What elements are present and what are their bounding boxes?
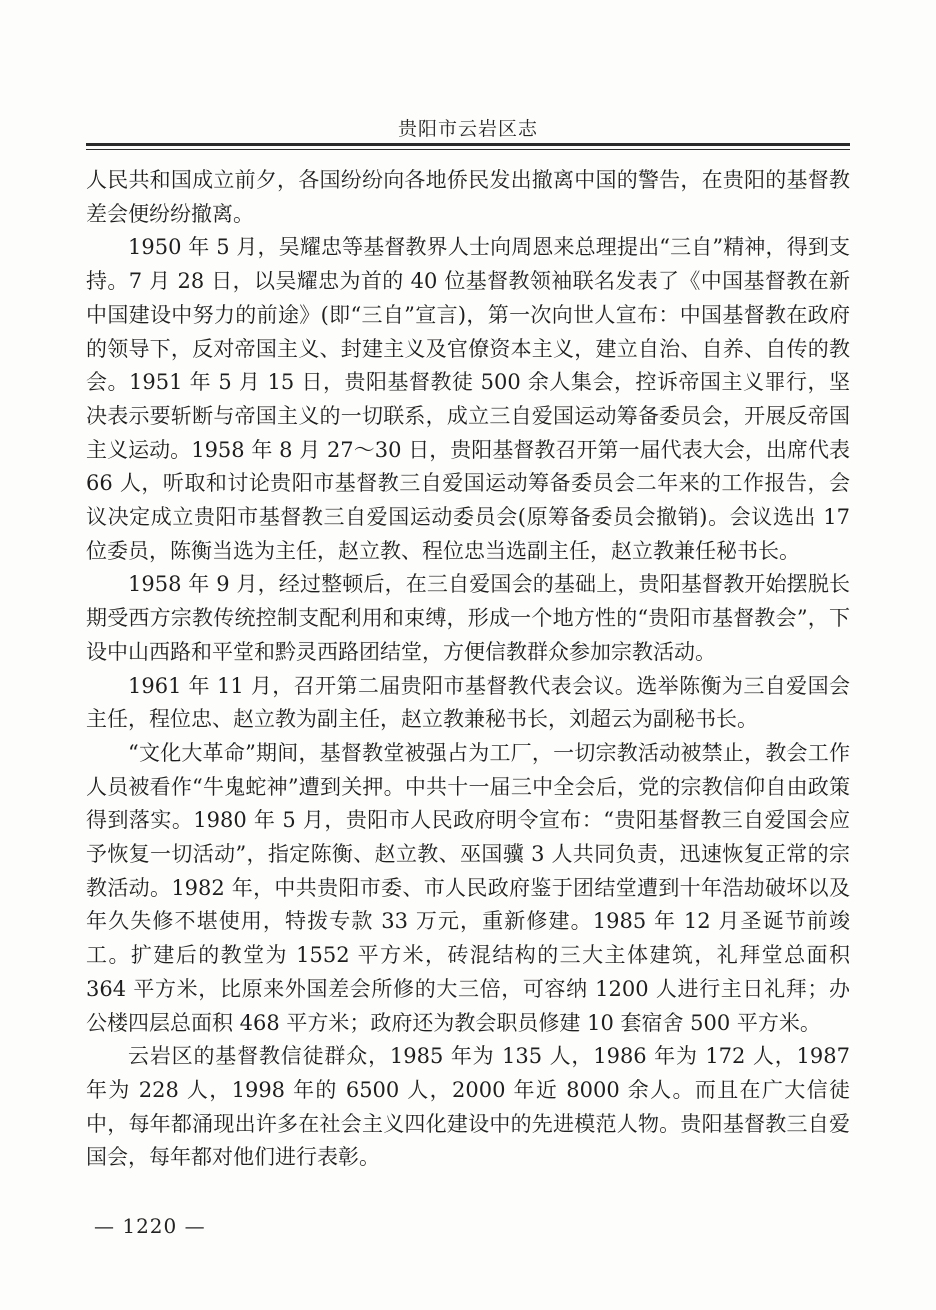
paragraph-continuation: 人民共和国成立前夕，各国纷纷向各地侨民发出撤离中国的警告，在贵阳的基督教差会便纷纷撤离。 [86, 168, 850, 226]
paragraph-guiyang-church-formation: 1958 年 9 月，经过整顿后，在三自爱国会的基础上，贵阳基督教开始摆脱长期受西方宗教传统控制支配利用和束缚，形成一个地方性的“贵阳市基督教会”，下设中山西路和平堂和黔灵西路团结堂，方便信教群众参加宗教活动。 [86, 572, 850, 664]
paragraph-three-self-declaration: 1950 年 5 月，吴耀忠等基督教界人士向周恩来总理提出“三自”精神，得到支持。7 月 28 日，以吴耀忠为首的 40 位基督教领袖联名发表了《中国基督教在新中国建设中努力的前途》(即“三自”宣言)，第一次向世人宣布：中国基督教在政府的领导下，反对帝国主义、封建主义及官僚资本主义，建立自治、自养、自传的教会。1951 年 5 月 15 日，贵阳基督教徒 500 余人集会，控诉帝国主义罪行，坚决表示要斩断与帝国主义的一切联系，成立三自爱国运动筹备委员会，开展反帝国主义运动。1958 年 8 月 27～30 日，贵阳基督教召开第一届代表大会，出席代表 66 人，听取和讨论贵阳市基督教三自爱国运动筹备委员会二年来的工作报告，会议决定成立贵阳市基督教三自爱国运动委员会(原筹备委员会撤销)。会议选出 17 位委员，陈衡当选为主任，赵立教、程位忠当选副主任，赵立教兼任秘书长。 [86, 235, 850, 563]
paragraph-believer-statistics: 云岩区的基督教信徒群众，1985 年为 135 人，1986 年为 172 人，1987 年为 228 人，1998 年的 6500 人，2000 年近 8000 余人。而且在广大信徒中，每年都涌现出许多在社会主义四化建设中的先进模范人物。贵阳基督教三自爱国会，每年都对他们进行表彰。 [86, 1044, 850, 1170]
header-rule-thin [86, 149, 850, 150]
body-text [86, 164, 850, 1175]
running-header: 贵阳市云岩区志 [397, 118, 538, 140]
paragraph-second-congress: 1961 年 11 月，召开第二届贵阳市基督教代表会议。选举陈衡为三自爱国会主任，程位忠、赵立教为副主任，赵立教兼秘书长，刘超云为副秘书长。 [86, 673, 850, 732]
header-rule [86, 143, 850, 146]
paragraph-cultural-revolution-restoration: “文化大革命”期间，基督教堂被强占为工厂，一切宗教活动被禁止，教会工作人员被看作“牛鬼蛇神”遭到关押。中共十一届三中全会后，党的宗教信仰自由政策得到落实。1980 年 5 月，贵阳市人民政府明令宣布：“贵阳基督教三自爱国会应予恢复一切活动”，指定陈衡、赵立教、巫国骥 3 人共同负责，迅速恢复正常的宗教活动。1982 年，中共贵阳市委、市人民政府鉴于团结堂遭到十年浩劫破坏以及年久失修不堪使用，特拨专款 33 万元，重新修建。1985 年 12 月圣诞节前竣工。扩建后的教堂为 1552 平方米，砖混结构的三大主体建筑，礼拜堂总面积 364 平方米，比原来外国差会所修的大三倍，可容纳 1200 人进行主日礼拜；办公楼四层总面积 468 平方米；政府还为教会职员修建 10 套宿舍 500 平方米。 [86, 740, 850, 1035]
page-number: — 1220 — [94, 1214, 206, 1238]
